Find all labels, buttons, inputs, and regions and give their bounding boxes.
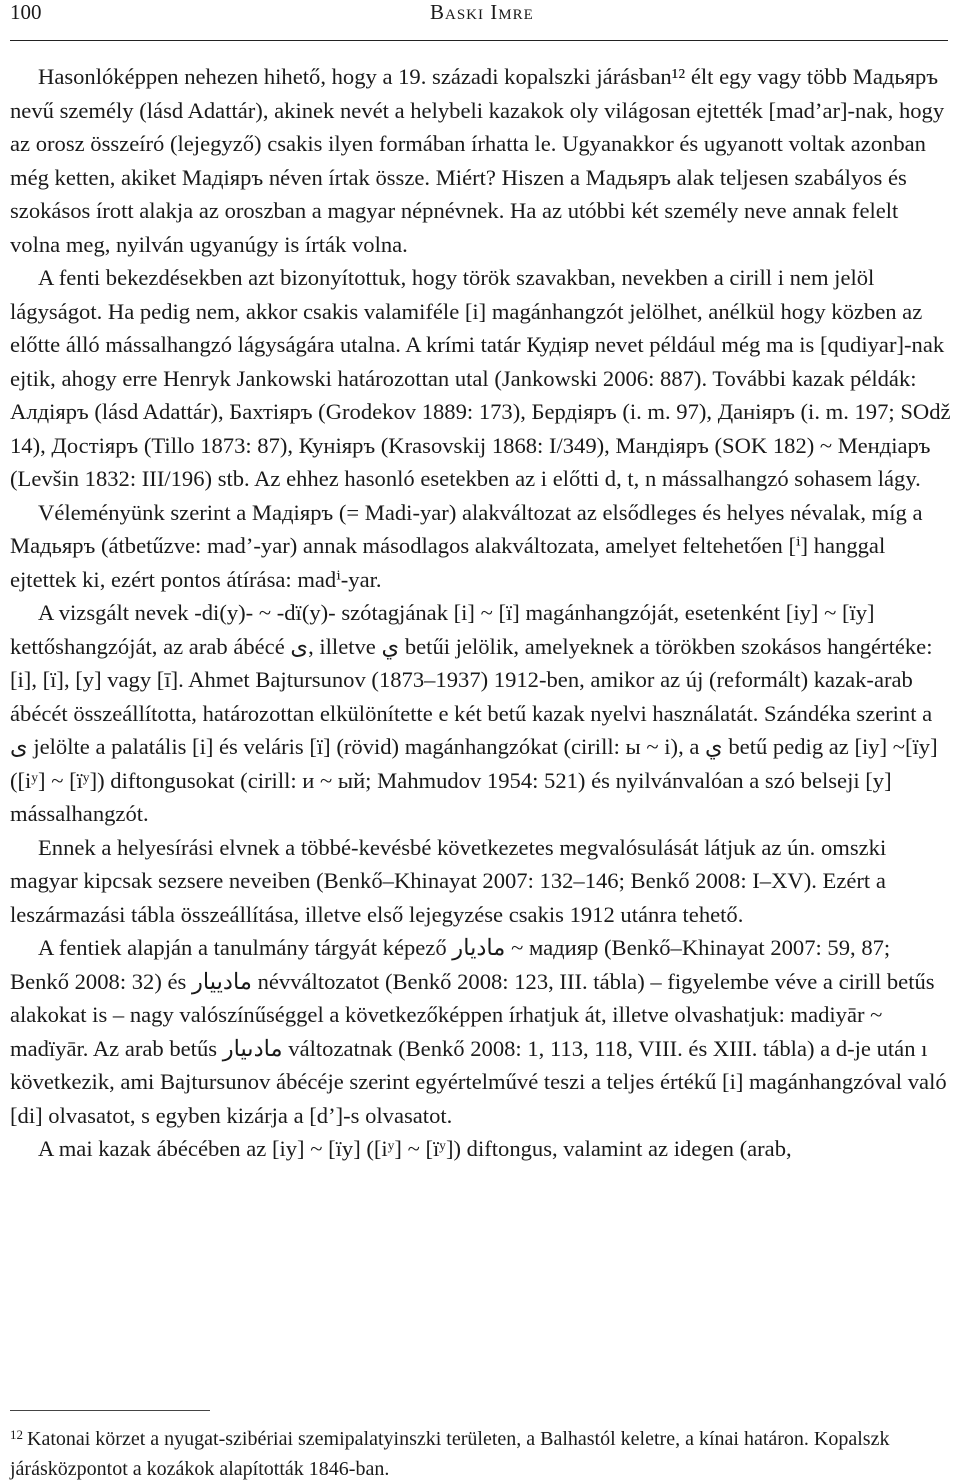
footnote-divider (10, 1410, 210, 1411)
paragraph: A mai kazak ábécében az [iy] ~ [ïy] ([iʸ] ~ [ïʸ]) diftongus, valamint az idegen (arab, (38, 1136, 792, 1161)
paragraph: A fentiek alapján a tanulmány tárgyát képező مادیار ~ мадияр (Benkő–Khinayat 2007: 59, 87; Benkő 2008: 32) és مادییار névváltozatot (Benkő 2008: 123, III. tábla) – figyelembe véve a cirill betűs alakokat is – nagy valószínűséggel a következőképpen írhatjuk át, illetve olvashatjuk: madiyār ~ madïyār. Az arab betűs مادىيار változatnak (Benkő 2008: 1, 113, 118, VIII. és XIII. tábla) a d-je után ı következik, ami Bajtursunov ábécéje szerint egyértelművé teszi a teljes értékű [i] magánhangzóval való [di] olvasatot, s egyben kizárja a [d’]-s olvasatot. (10, 935, 947, 1128)
paragraph: Ennek a helyesírási elvnek a többé-kevésbé következetes megvalósulását látjuk az ún. omszki magyar kipcsak sezsere neveiben (Benkő–Khinayat 2007: 132–146; Benkő 2008: I–XV). Ezért a leszármazási tábla összeállítása, illetve első lejegyzése csakis 1912 utánra tehető. (10, 834, 887, 927)
page-number: 100 (10, 0, 42, 24)
footnote (10, 1420, 952, 1484)
paragraph: Véleményünk szerint a Мадiяръ (= Madi-yar) alakváltozat az elsődleges és helyes névalak, míg a Мадьяръ (átbetűzve: mad’-yar) annak másodlagos alakváltozata, amelyet feltehetően [ⁱ] hanggal ejtettek ki, ezért pontos átírása: madⁱ-yar. (10, 499, 923, 592)
main-text (10, 60, 952, 1166)
footnote-mark: 12 (10, 1427, 23, 1442)
paragraph: Hasonlóképpen nehezen hihető, hogy a 19. századi kopalszki járásban¹² élt egy vagy több Мадьяръ nevű személy (lásd Adattár), akinek nevét a helybeli kazakok oly világosan ejtették [mad’ar]-nak, hogy az orosz összeíró (lejegyző) csakis ilyen formában írhatta le. Ugyanakkor és ugyanott voltak azonban még ketten, akiket Мадiяръ néven írtak össze. Miért? Hiszen a Мадьяръ alak teljesen szabályos és szokásos írott alakja az oroszban a magyar népnévnek. Ha az utóbbi két személy neve annak felelt volna meg, nyilván ugyanúgy is írták volna. (10, 64, 945, 257)
paragraph: A vizsgált nevek -di(y)- ~ -dï(y)- szótagjának [i] ~ [ï] magánhangzóját, esetenként [iy] ~ [ïy] kettőshangzóját, az arab ábécé ى, illetve ي betűi jelölik, amelyeknek a törökben szokásos hangértéke: [i], [ï], [y] vagy [ī]. Ahmet Bajtursunov (1873–1937) 1912-ben, amikor az új (reformált) kazak-arab ábécét összeállította, határozottan elkülönítette e két betű kazak nyelvi használatát. Szándéka szerint a ى jelölte a palatális [i] és veláris [ï] (rövid) magánhangzókat (cirill: ы ~ i), a ي betű pedig az [iy] ~[ïy] ([iʸ] ~ [ïʸ]) diftongusokat (cirill: и ~ ый; Mahmudov 1954: 521) és nyilvánvalóan a szó belseji [y] mássalhangzót. (10, 600, 938, 826)
paragraph: A fenti bekezdésekben azt bizonyítottuk, hogy török szavakban, nevekben a cirill i nem jelöl lágyságot. Ha pedig nem, akkor csakis valamiféle [i] magánhangzót jelölhet, anélkül hogy közben az előtte álló mássalhangzó lágyságára utalna. A krími tatár Кудiяр nevet például még ma is [qudiyar]-nak ejtik, ahogy erre Henryk Jankowski határozottan utal (Jankowski 2006: 887). További kazak példák: Алдiяръ (lásd Adattár), Бахтiяръ (Grodekov 1889: 173), Бердiяръ (i. m. 97), Данiяръ (i. m. 197; SOdž 14), Достiяръ (Tillo 1873: 87), Кунiяръ (Krasovskij 1868: I/349), Мандiяръ (SOK 182) ~ Мендiаръ (Levšin 1832: III/196) stb. Az ehhez hasonló esetekben az i előtti d, t, n mássalhangzó sohasem lágy. (10, 265, 951, 491)
running-head-author: Baski Imre (430, 0, 534, 24)
footnote-text: Katonai körzet a nyugat-szibériai szemipalatyinszki területen, a Balhastól keletre, a kínai határon. Kopalszk járásközpontot a kozákok alapították 1846-ban. (10, 1428, 890, 1480)
running-head (10, 0, 948, 41)
